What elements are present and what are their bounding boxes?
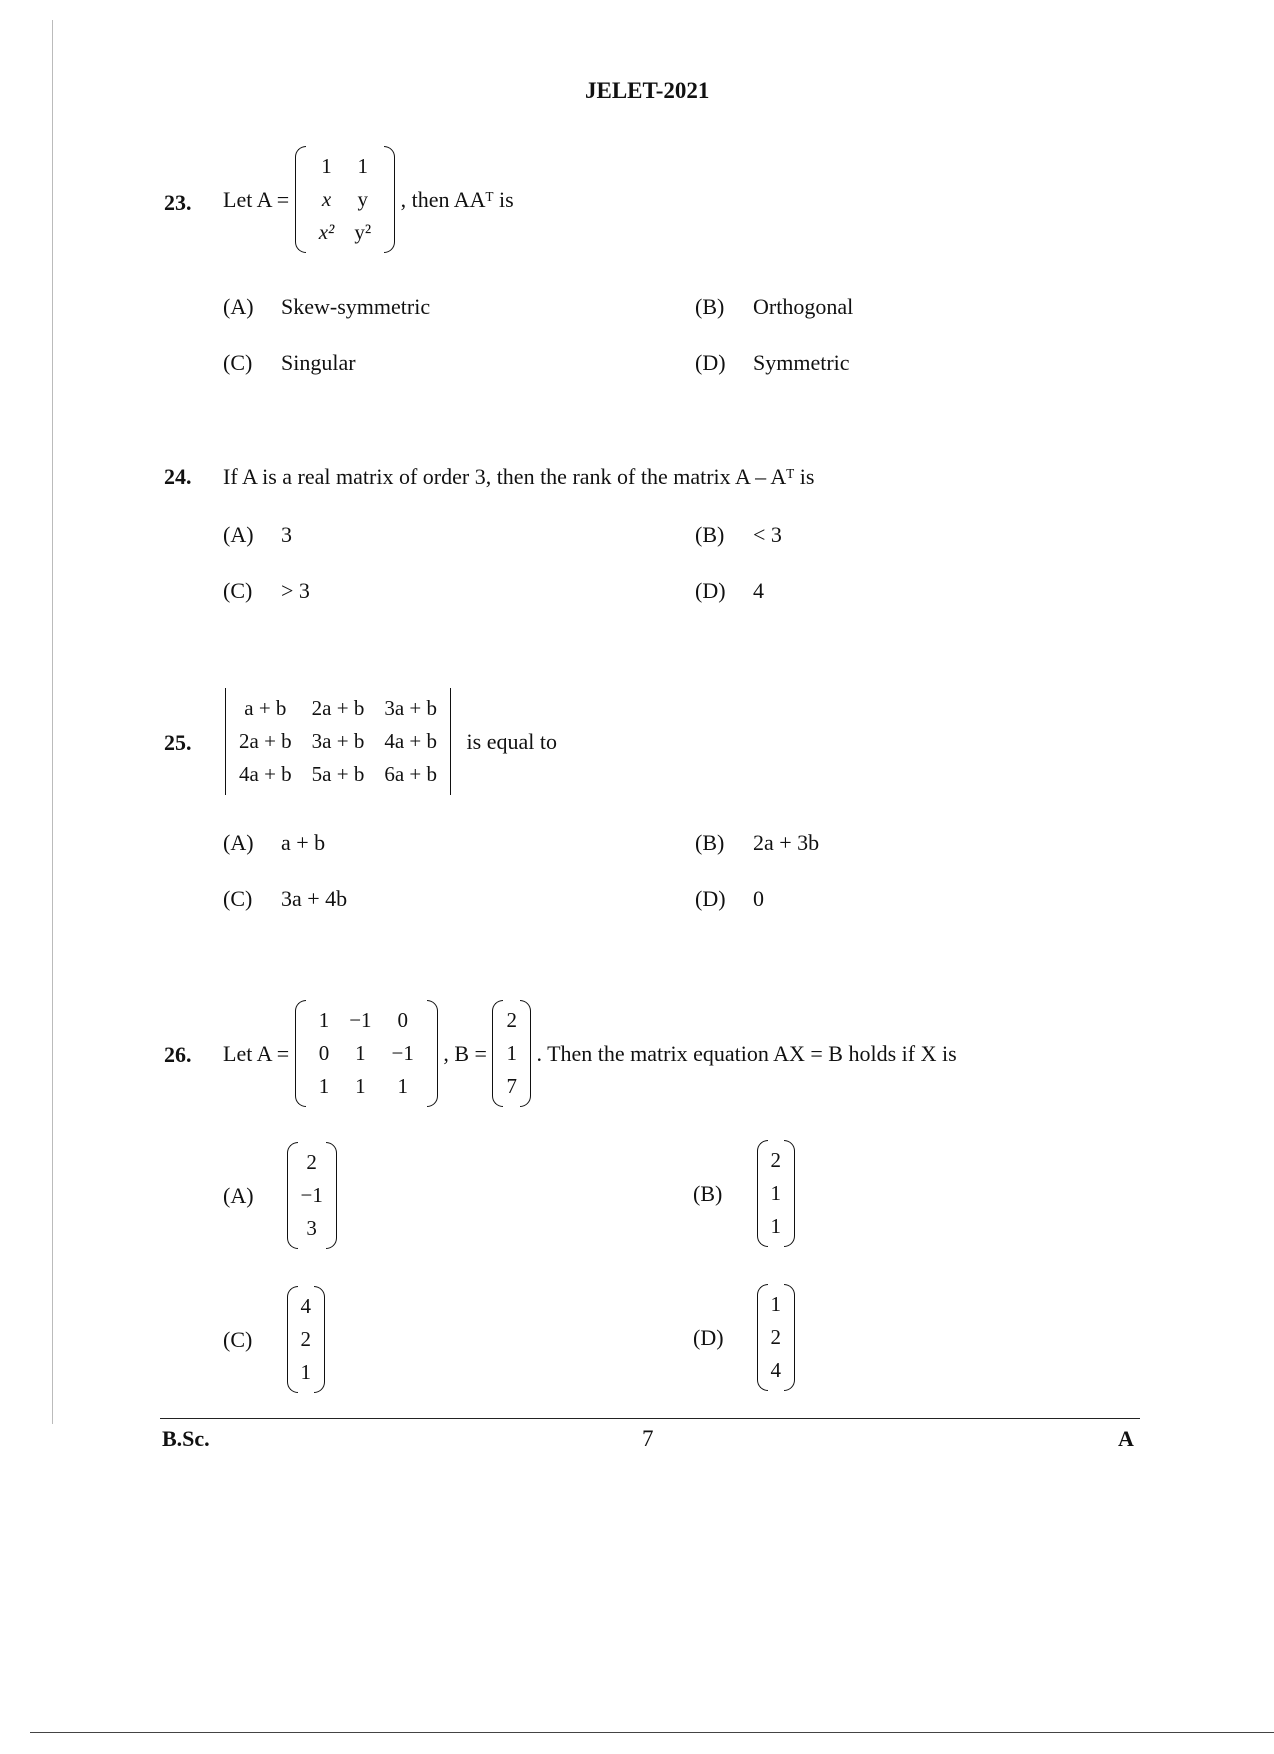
vector-cell: 1 [770,1292,781,1316]
option-c[interactable] [223,886,347,912]
option-text: > 3 [281,578,310,603]
question-stem: If A is a real matrix of order 3, then the rank of the matrix A – Aᵀ is [223,464,815,489]
option-b[interactable] [693,1140,795,1247]
option-text: Orthogonal [753,294,854,319]
matrix-cell: −1 [391,1041,414,1065]
vector-cell: 2 [770,1325,781,1349]
matrix-cell: 1 [355,1041,366,1065]
det-cell: 6a + b [384,762,438,786]
option-label: (D) [695,350,726,375]
footer-right: A [1118,1426,1134,1451]
option-label: (D) [693,1324,724,1350]
option-label: (B) [695,294,725,319]
matrix-a [295,1000,438,1107]
stem-suffix: . Then the matrix equation AX = B holds if X is [536,1040,957,1066]
option-c[interactable] [223,350,356,376]
det-cell: a + b [244,696,287,720]
det-cell: 3a + b [311,729,365,753]
matrix-cell: 0 [318,1041,330,1065]
matrix-cell: 1 [318,1008,330,1032]
option-a[interactable] [223,1142,337,1249]
option-a[interactable] [223,294,430,320]
vector-cell: 1 [770,1214,781,1238]
det-cell: 2a + b [239,729,292,753]
matrix-cell: 1 [357,154,368,178]
option-label: (A) [223,522,254,547]
option-label: (B) [693,1180,723,1206]
footer-rule [160,1418,1140,1419]
stem-suffix: , then AAᵀ is [400,186,514,212]
option-text: a + b [281,830,326,855]
det-cell: 4a + b [239,762,292,786]
margin-line [52,20,53,1424]
option-c[interactable] [223,578,310,604]
option-label: (C) [223,1326,253,1352]
matrix-cell: 1 [321,154,332,178]
stem-prefix: Let A = [223,186,290,212]
option-a[interactable] [223,522,292,548]
option-label: (B) [695,522,725,547]
vector-cell: 2 [300,1327,311,1351]
det-cell: 5a + b [311,762,365,786]
option-d[interactable] [693,1284,795,1391]
matrix-cell: −1 [349,1008,372,1032]
matrix-cell: x [321,187,332,211]
question-stem [223,688,557,795]
option-d[interactable] [695,578,764,604]
option-text: Singular [281,350,356,375]
question-number: 24. [164,464,192,489]
option-d[interactable] [695,350,850,376]
matrix-b [492,1000,531,1107]
question-number: 23. [164,190,192,215]
option-d[interactable] [695,886,764,912]
option-label: (B) [695,830,725,855]
determinant [223,688,453,795]
option-vector [287,1142,337,1249]
option-text: 0 [753,886,764,911]
option-vector [287,1286,326,1393]
matrix-cell: 2 [506,1008,517,1032]
option-text: 2a + 3b [753,830,820,855]
option-label: (D) [695,886,726,911]
det-cell: 3a + b [384,696,438,720]
det-cell: 4a + b [384,729,438,753]
vector-cell: 2 [306,1150,317,1174]
stem-prefix: Let A = [223,1040,290,1066]
question-stem [223,1000,957,1107]
option-text: 3 [281,522,292,547]
option-label: (A) [223,1182,254,1208]
matrix-cell: y [357,187,368,211]
matrix-cell: 7 [506,1074,517,1098]
option-label: (A) [223,294,254,319]
option-label: (C) [223,886,253,911]
option-label: (C) [223,578,253,603]
vector-cell: −1 [300,1183,323,1207]
option-text: 4 [753,578,764,603]
matrix-cell: 0 [397,1008,408,1032]
option-label: (C) [223,350,253,375]
page-number: 7 [642,1426,654,1451]
vector-cell: 4 [300,1294,311,1318]
option-text: Skew-symmetric [281,294,431,319]
option-a[interactable] [223,830,325,856]
bottom-edge-rule [30,1732,1274,1733]
stem-middle: , B = [443,1040,487,1066]
matrix-cell: x² [318,220,335,244]
question-stem [223,146,514,253]
stem-suffix: is equal to [466,728,557,754]
page-header-title: JELET-2021 [585,78,710,103]
option-label: (D) [695,578,726,603]
matrix-cell: 1 [318,1074,330,1098]
vector-cell: 1 [770,1181,781,1205]
question-number: 26. [164,1042,192,1067]
vector-cell: 3 [306,1216,317,1240]
matrix-cell: 1 [506,1041,517,1065]
option-vector [757,1140,796,1247]
option-b[interactable] [695,830,819,856]
option-text: < 3 [753,522,782,547]
vector-cell: 2 [770,1148,781,1172]
option-text: Symmetric [753,350,850,375]
option-label: (A) [223,830,254,855]
option-text: 3a + 4b [281,886,348,911]
vector-cell: 1 [300,1360,311,1384]
option-b[interactable] [695,522,782,548]
vector-cell: 4 [770,1358,781,1382]
option-vector [757,1284,796,1391]
matrix-a [295,146,395,253]
matrix-cell: 1 [397,1074,408,1098]
question-number: 25. [164,730,192,755]
option-b[interactable] [695,294,853,320]
footer-left: B.Sc. [162,1426,210,1451]
det-cell: 2a + b [311,696,365,720]
matrix-cell: 1 [355,1074,366,1098]
option-c[interactable] [223,1286,325,1393]
matrix-cell: y² [354,220,372,244]
